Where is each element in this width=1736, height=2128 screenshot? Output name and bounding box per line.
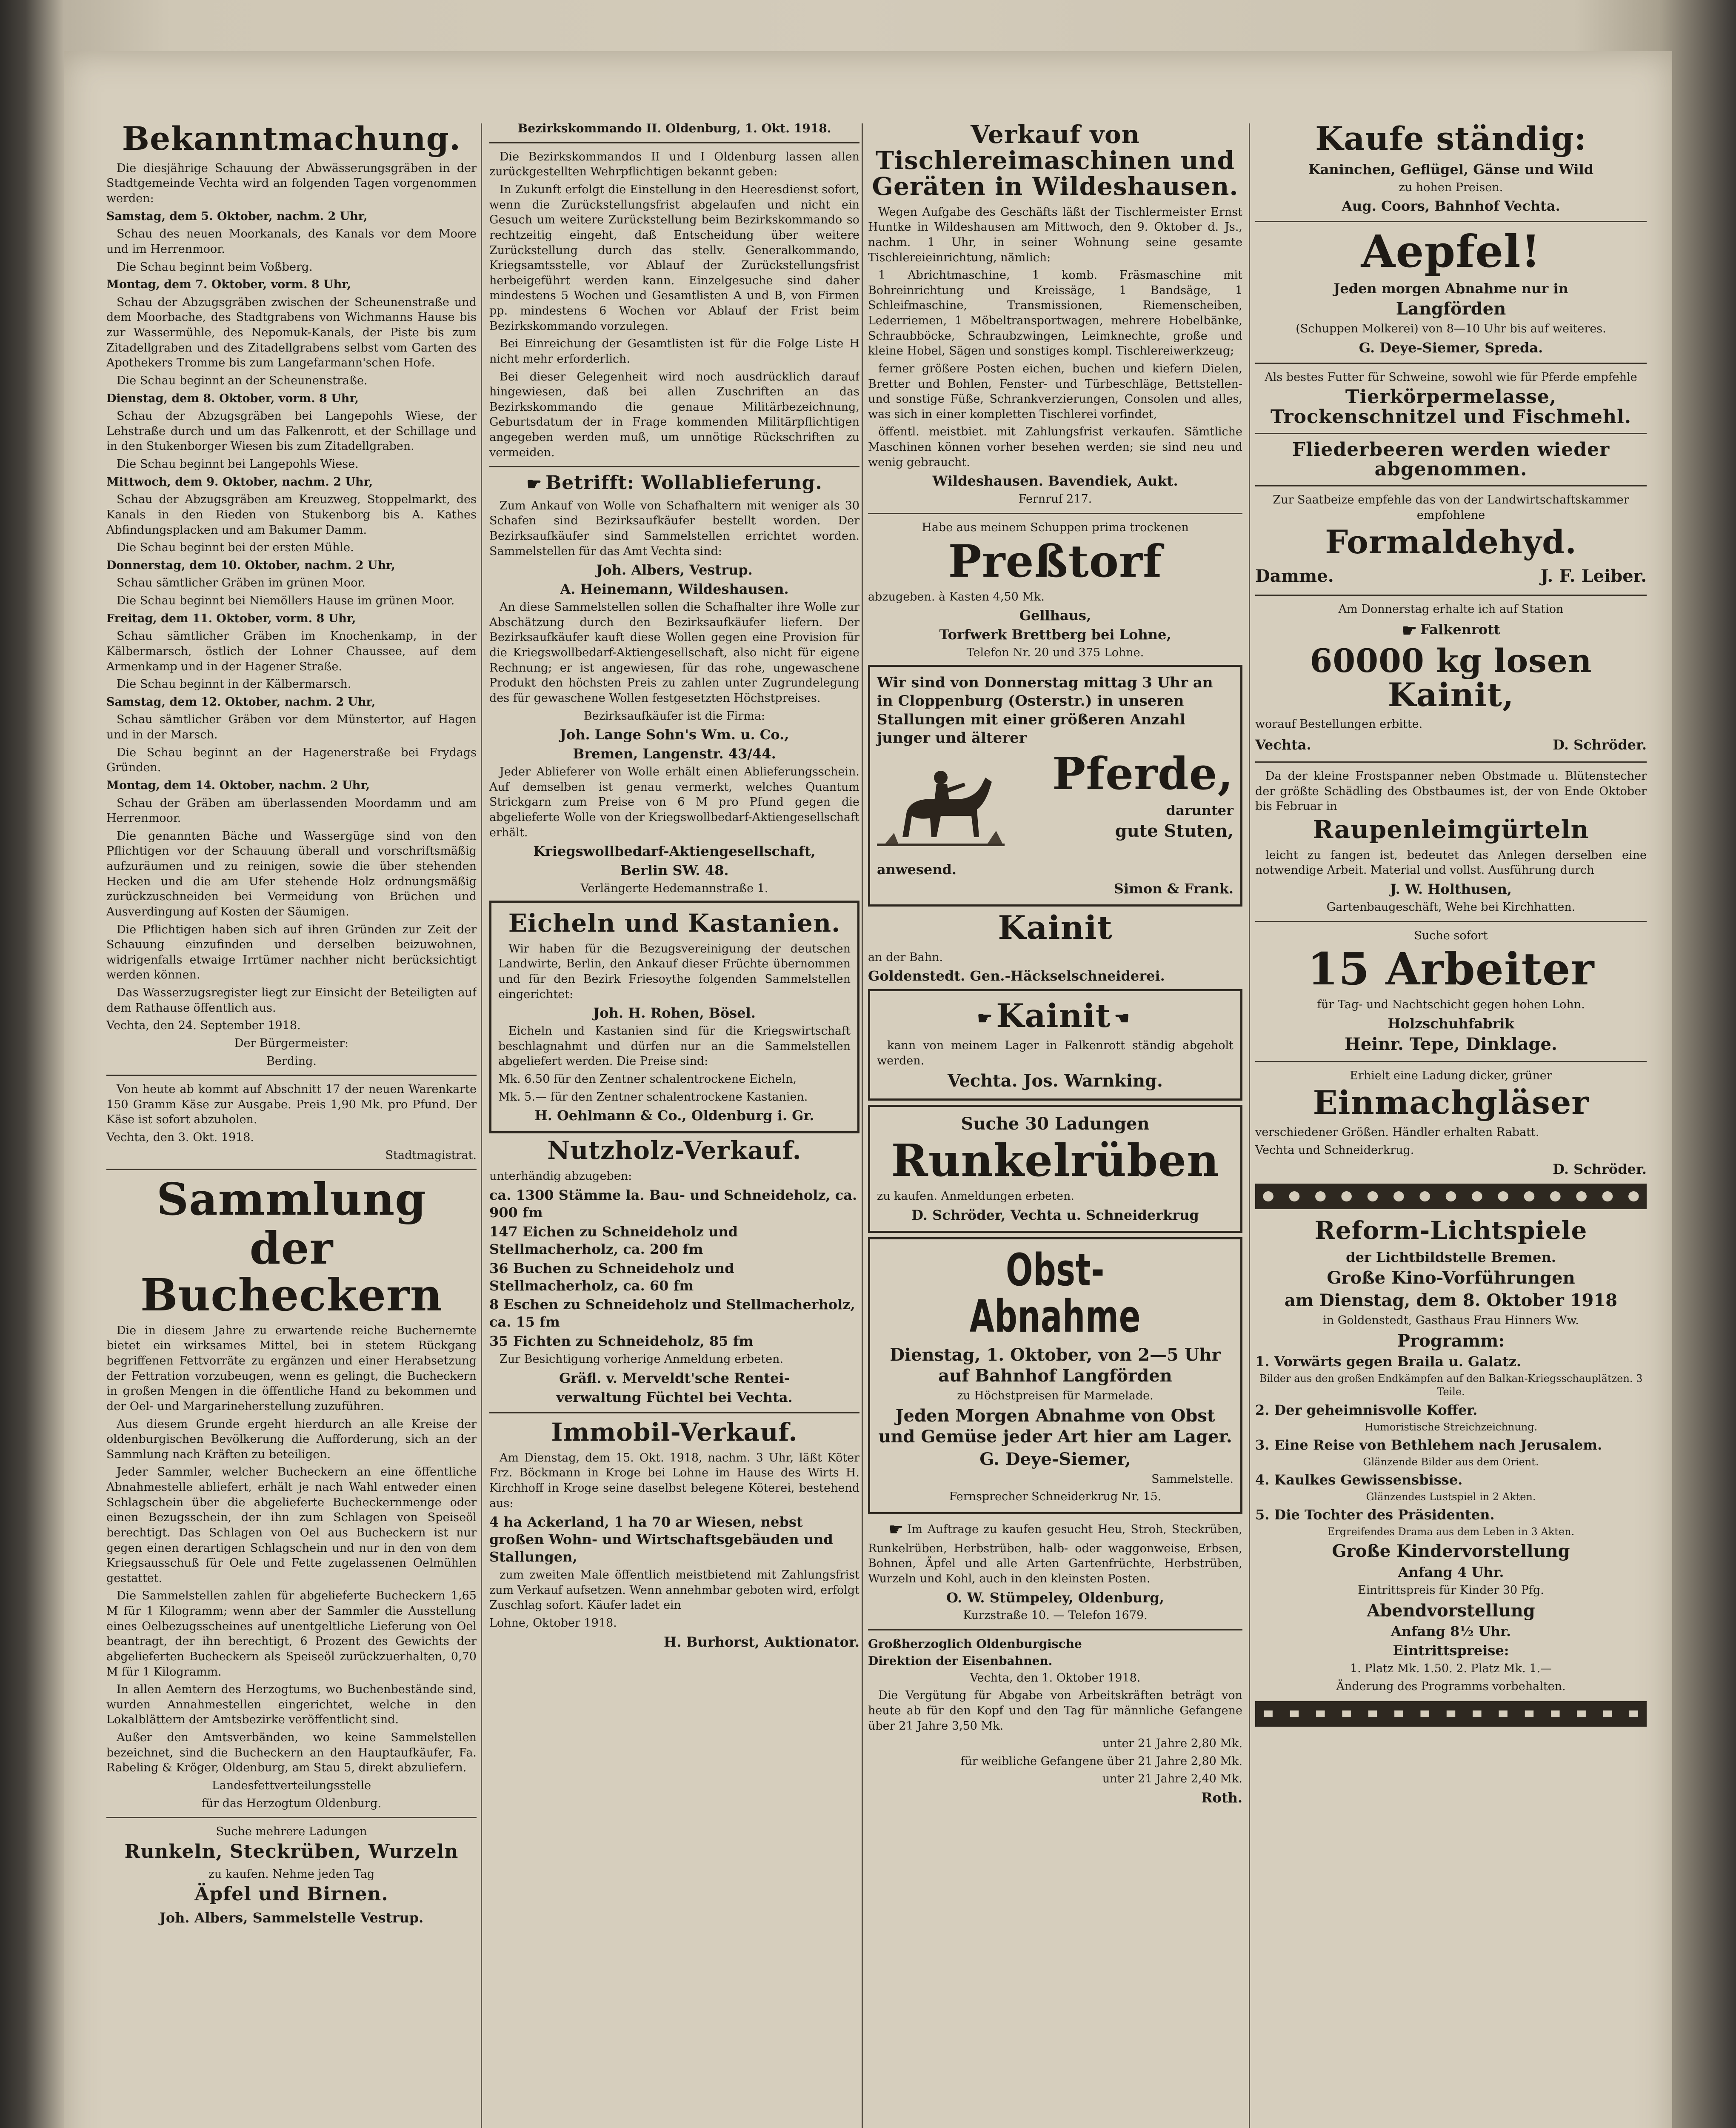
schedule-start: Die Schau beginnt bei Langepohls Wiese. [117,458,359,471]
program-item: 2. Der geheimnisvolle Koffer. [1255,1402,1478,1418]
arbeiter-signature: Holzschuhfabrik [1388,1015,1514,1032]
direktion-rate: für weibliche Gefangene über 21 Jahre 2,80 Mk. [960,1754,1242,1768]
sammlung-signature: Landesfettverteilungsstelle [211,1779,371,1792]
immobil-paragraph: Am Dienstag, dem 15. Okt. 1918, nachm. 3 Uhr, läßt Köter Frz. Böckmann in Kroge bei Lohne im Hause des Wirts H. Kirchhoff in Kroge seine daselbst belegene Köterei, bestehend aus: [489,1451,859,1510]
lichtspiele-heading: Große Kino-Vorführungen [1327,1268,1575,1288]
divider [106,1169,477,1170]
column-rule [481,123,482,2128]
lichtspiele-line: Eintrittspreis für Kinder 30 Pfg. [1358,1583,1544,1597]
notice-paragraph: Die Pflichtigen haben sich auf ihren Gründen zur Zeit der Schauung einzufinden und derselben beizuwohnen, widrigenfalls etwaige Irrtümer nachher nicht berücksichtigt werden können. [106,923,477,982]
kaufe-signature: Aug. Coors, Bahnhof Vechta. [1342,198,1560,215]
runkelrueben-signature: D. Schröder, Vechta u. Schneiderkrug [911,1207,1199,1223]
raupen-paragraph: leicht zu fangen ist, bedeutet das Anlegen derselben eine notwendige Arbeit. Material und vollst. Ausführung durch [1255,848,1647,877]
ornamental-border [1255,1184,1647,1209]
divider [1255,761,1647,763]
wolle-signature: Berlin SW. 48. [620,862,729,879]
schedule-date: Mittwoch, dem 9. Oktober, nachm. 2 Uhr, [106,475,373,489]
arbeiter-line: für Tag- und Nachtschicht gegen hohen Lohn. [1317,998,1585,1012]
pointing-hand-icon: ☚ [1114,1008,1130,1029]
pferde-paragraph: darunter [1166,802,1233,819]
raupen-signature: Gartenbaugeschäft, Wehe bei Kirchhatten. [1326,901,1576,914]
albers-ad-heading: Runkeln, Steckrüben, Wurzeln [124,1840,459,1862]
program-item-desc: Glänzende Bilder aus dem Orient. [1363,1456,1539,1468]
obst-signature: Sammelstelle. [1151,1472,1233,1486]
stuempeley-signature: O. W. Stümpeley, Oldenburg, [946,1589,1164,1606]
sammlung-paragraph: Jeder Sammler, welcher Bucheckern an eine öffentliche Abnahmestelle abliefert, erhält je nach Wahl entweder einen Schlagschein über die abgelieferte Bucheckernmenge oder einen Bezugsschein, der ihn zum Schlagen von Speiseöl berechtigt. Das Schlagen von Oel aus Bucheckern ist nur gegen einen derartigen Schlagschein und nur in den von dem Kriegsausschuß für Oele und Fette zugelassenen Oelmühlen gestattet. [106,1465,477,1585]
torf-intro: Habe aus meinem Schuppen prima trockenen [922,521,1189,534]
column-4 [1255,119,1647,2128]
notice-intro: Die diesjährige Schauung der Abwässerungsgräben in der Stadtgemeinde Vechta wird an folgenden Tagen vorgenommen werden: [106,161,477,206]
divider [489,466,859,467]
eicheln-signature: H. Oehlmann & Co., Oldenburg i. Gr. [534,1107,814,1124]
wolle-paragraph: An diese Sammelstellen sollen die Schafhalter ihre Wolle zur Abschätzung durch den Bezirksaufkäufer liefern. Der Bezirksaufkäufer kauft diese Wollen gegen eine Provision für die Kriegswollbedarf-Aktiengesellschaft, also nicht für eigene Rechnung; er ist angewiesen, für das rohe, ungewaschene Produkt den höchsten Preis zu zahlen unter Zugrundelegung des für gewaschene Wollen festgesetzten Höchstpreises. [489,601,859,705]
nutzholz-signature: Gräfl. v. Merveldt'sche Rentei- [559,1370,790,1386]
wolle-paragraph: Zum Ankauf von Wolle von Schafhaltern mit weniger als 30 Schafen sind Bezirksaufkäufer bestellt worden. Der Bezirksaufkäufer sind Sammelstellen errichtet worden. Sammelstellen für das Amt Vechta sind: [489,499,859,558]
program-item: 5. Die Tochter des Präsidenten. [1255,1507,1495,1523]
nutzholz-item: 36 Buchen zu Schneideholz und Stellmacherholz, ca. 60 fm [489,1260,734,1294]
kainit-note: kann von meinem Lager in Falkenrott ständig abgeholt werden. [877,1038,1233,1067]
eicheln-price: Mk. 5.— für den Zentner schalentrockene Kastanien. [498,1090,808,1104]
immobil-signature: H. Burhorst, Auktionator. [664,1633,859,1650]
bk-paragraph: Die Bezirkskommandos II und I Oldenburg lassen allen zurückgestellten Wehrpflichtigen bekannt geben: [489,150,859,179]
schedule-start: Die Schau beginnt bei der ersten Mühle. [117,541,354,555]
nutzholz-intro: unterhändig abzugeben: [489,1170,632,1183]
kaese-notice: Von heute ab kommt auf Abschnitt 17 der neuen Warenkarte 150 Gramm Käse zur Ausgabe. Preis 1,90 Mk. pro Pfund. Der Käse ist sofort abzuholen. [106,1083,477,1127]
obst-signature: G. Deye-Siemer, [979,1449,1131,1469]
divider [489,142,859,143]
tischlerei-paragraph: 1 Abrichtmaschine, 1 komb. Fräsmaschine mit Bohreinrichtung und Kreissäge, 1 Bandsäge, 1 Schleifmaschine, Transmissionen, Riemenscheiben, Lederriemen, 1 Möbeltransportwagen, mehrere Hobelbänke, Schraubböcke, Schraubzwingen, Leimknechte, große und kleine Hobel, Sägen und sonstiges kompl. Tischlereiwerkzeug; [868,269,1242,358]
runkelrueben-ad [868,1105,1242,1233]
pointing-hand-icon: ☛ [526,474,542,494]
einmachglaeser-title: Einmachgläser [1313,1084,1589,1122]
schedule-text: Schau der Abzugsgräben bei Langepohls Wiese, der Lehstraße durch und um das Falkenrott, et der Schillage und in den Stukenborger Wiesen bis zum Zitadellgraben. [106,409,477,453]
divider [1255,1061,1647,1062]
immobil-date: Lohne, Oktober 1918. [489,1616,617,1630]
arbeiter-line: Suche sofort [1414,929,1488,942]
lichtspiele-line: Anfang 8½ Uhr. [1391,1623,1511,1640]
schedule-text: Schau der Abzugsgräben am Kreuzweg, Stoppelmarkt, des Kanals in den Rieden von Stukenborg bis A. Kathes Abfindungsplacken und am Bakumer Damm. [106,493,477,537]
kainit-signature: Vechta. Jos. Warnking. [948,1071,1163,1091]
pferde-ad [868,665,1242,907]
tischlerei-phone: Fernruf 217. [1018,492,1092,506]
sammlung-signature: für das Herzogtum Oldenburg. [201,1796,382,1810]
bk-paragraph: Bei dieser Gelegenheit wird noch ausdrücklich darauf hingewiesen, daß bei allen Zuschriften an das Bezirkskommando die genaue Militärbezeichnung, Geburtsdatum der in Frage kommenden Militärpflichtigen angegeben werden muß, um unnötige Rückschriften zu vermeiden. [489,370,859,459]
kainit-signature: D. Schröder. [1553,737,1647,753]
lichtspiele-programm: Programm: [1397,1330,1505,1351]
schedule-start: Die Schau beginnt in der Kälbermarsch. [117,678,351,691]
schedule-start: Die Schau beginnt beim Voßberg. [117,260,313,274]
eicheln-ad [489,901,859,1133]
pointing-hand-icon: ☛ [1402,620,1417,641]
schedule-date: Montag, dem 14. Oktober, nachm. 2 Uhr, [106,778,370,792]
futter-title: Tierkörpermelasse, Trockenschnitzel und Fischmehl. [1270,386,1632,428]
presstorf-title: Preßtorf [948,535,1162,587]
wolle-paragraph: Jeder Ablieferer von Wolle erhält einen Ablieferungsschein. Auf demselben ist genau vermerkt, welches Quantum Strickgarn zum Preise von 6 M pro Pfund gegen die abgelieferte Wolle von der Kriegswollbedarf-Aktiengesellschaft erhält. [489,765,859,839]
kindervorstellung-heading: Große Kindervorstellung [1332,1541,1570,1562]
torf-signature: Torfwerk Brettberg bei Lohne, [939,626,1171,643]
program-item-desc: Ergreifendes Drama aus dem Leben in 3 Akten. [1327,1526,1575,1538]
obst-line: Jeden Morgen Abnahme von Obst und Gemüse jeder Art hier am Lager. [878,1406,1232,1447]
schedule-date: Dienstag, dem 8. Oktober, vorm. 8 Uhr, [106,392,359,405]
obst-line: Dienstag, 1. Oktober, von 2—5 Uhr auf Bahnhof Langförden [890,1344,1221,1386]
immobil-title: Immobil-Verkauf. [551,1417,798,1447]
lichtspiele-line: in Goldenstedt, Gasthaus Frau Hinners Ww. [1323,1313,1579,1327]
wolle-firm: Bremen, Langenstr. 43/44. [573,746,776,762]
torf-price: abzugeben. à Kasten 4,50 Mk. [868,590,1045,604]
raupen-paragraph: Da der kleine Frostspanner neben Obstmade u. Blütenstecher der größte Schädling des Obstbaumes ist, der von Ende Oktober bis Februar in [1255,769,1647,813]
sammlung-title: der Bucheckern [140,1222,443,1321]
albers-ad-heading: Äpfel und Birnen. [194,1883,388,1905]
schedule-text: Schau sämtlicher Gräben vor dem Münstertor, auf Hagen und in der Marsch. [106,713,477,742]
program-item: 1. Vorwärts gegen Braila u. Galatz. [1255,1353,1522,1370]
formaldehyd-footer [1255,564,1647,589]
albers-ad-line: zu kaufen. Nehme jeden Tag [208,1868,375,1881]
pointing-hand-icon: ☛ [977,1008,993,1029]
eicheln-price: Mk. 6.50 für den Zentner schalentrockene Eicheln, [498,1073,797,1086]
nutzholz-item: 8 Eschen zu Schneideholz und Stellmacherholz, ca. 15 fm [489,1296,855,1330]
program-item-desc: Humoristische Streichzeichnung. [1364,1421,1538,1433]
kainit-footer [1255,735,1647,755]
kainit-station: ☛ Falkenrott [1255,620,1647,641]
wolle-signature: Kriegswollbedarf-Aktiengesellschaft, [533,843,816,860]
nutzholz-signature: verwaltung Füchtel bei Vechta. [556,1389,793,1405]
tischlerei-paragraph: Wegen Aufgabe des Geschäfts läßt der Tischlermeister Ernst Huntke in Wildeshausen am Mittwoch, den 9. Oktober d. Js., nachm. 1 Uhr, in seiner Wohnung seine gesamte Tischlereieinrichtung, nämlich: [868,205,1242,264]
fliederbeeren-title: Fliederbeeren werden wieder abgenommen. [1292,438,1610,481]
divider [868,513,1242,514]
lichtspiele-note: Änderung des Programms vorbehalten. [1336,1679,1566,1693]
wolle-signature: Verlängerte Hedemannstraße 1. [580,882,768,895]
tischlerei-title: Verkauf von Tischlereimaschinen und Geräten in Wildeshausen. [872,120,1239,201]
schedule-start: Die Schau beginnt an der Scheunenstraße. [117,374,368,387]
arbeiter-signature: Heinr. Tepe, Dinklage. [1345,1034,1557,1055]
lichtspiele-line: der Lichtbildstelle Bremen. [1346,1249,1556,1266]
notice-date: Vechta, den 24. September 1918. [106,1019,301,1033]
direktion-date: Vechta, den 1. Oktober 1918. [970,1671,1141,1685]
direktion-header: Großherzoglich Oldenburgische [868,1637,1082,1651]
wolle-collector: Joh. Albers, Vestrup. [596,562,753,578]
kainit-title: ☛ Kainit ☚ [977,997,1130,1035]
schedule-text: Schau sämtlicher Gräben im Knochenkamp, in der Kälbermarsch, östlich der Lohner Chaussee, auf dem Armenkamp und in der Hagener Straße. [106,629,477,673]
albers-ad-signature: Joh. Albers, Sammelstelle Vestrup. [159,1909,424,1926]
nutzholz-note: Zur Besichtigung vorherige Anmeldung erbeten. [500,1353,784,1366]
bekanntmachung-title: Bekanntmachung. [122,120,461,157]
stuempeley-address: Kurzstraße 10. — Telefon 1679. [963,1609,1148,1622]
nutzholz-item: 147 Eichen zu Schneideholz und Stellmacherholz, ca. 200 fm [489,1223,738,1257]
schedule-date: Samstag, dem 12. Oktober, nachm. 2 Uhr, [106,695,376,709]
kainit-signature: Goldenstedt. Gen.-Häckselschneiderei. [868,968,1165,984]
bezirkskommando-header: Bezirkskommando II. Oldenburg, 1. Okt. 1918. [517,121,831,135]
pointing-hand-icon: ☛ [888,1519,904,1539]
einmach-line: Erhielt eine Ladung dicker, grüner [1350,1069,1552,1082]
runkelrueben-line: zu kaufen. Anmeldungen erbeten. [877,1190,1074,1203]
kainit-note: worauf Bestellungen erbitte. [1255,718,1423,731]
sammlung-paragraph: In allen Aemtern des Herzogtums, wo Buchenbestände sind, wurden Annahmestellen eingerichtet, welche in den Lokalblättern der Amtsbezirke veröffentlicht sind. [106,1683,477,1727]
wolle-collector: A. Heinemann, Wildeshausen. [560,581,789,598]
abendvorstellung-heading: Abendvorstellung [1367,1600,1535,1621]
program-item-desc: Glänzendes Lustspiel in 2 Akten. [1366,1490,1536,1503]
raupen-signature: J. W. Holthusen, [1390,881,1512,898]
horse-rider-illustration [877,752,1005,858]
pferde-paragraph: anwesend. [877,861,957,878]
obst-phone: Fernsprecher Schneiderkrug Nr. 15. [949,1490,1162,1504]
lichtspiele-prices: 1. Platz Mk. 1.50. 2. Platz Mk. 1.— [1350,1662,1552,1676]
pferde-paragraph: Wir sind von Donnerstag mittag 3 Uhr an in Cloppenburg (Osterstr.) in unseren Stallungen mit einer größeren Anzahl junger und älterer [877,674,1213,747]
futter-intro: Als bestes Futter für Schweine, sowohl wie für Pferde empfehle [1265,370,1637,384]
aepfel-title: Aepfel! [1361,225,1541,278]
wolle-paragraph: Bezirksaufkäufer ist die Firma: [583,709,765,723]
stuempeley-paragraph: ☛ Im Auftrage zu kaufen gesucht Heu, Stroh, Steckrüben, Runkelrüben, Herbstrüben, halb- oder waggonweise, Erbsen, Bohnen, Äpfel und alle Arten Gartenfrüchte, Herbstrüben, Wurzeln und Kohl, auch in den kleinsten Posten. [868,1519,1242,1587]
schedule-date: Samstag, dem 5. Oktober, nachm. 2 Uhr, [106,209,368,223]
schedule-text: Schau des neuen Moorkanals, des Kanals vor dem Moore und im Herrenmoor. [106,227,477,256]
ornamental-border [1255,1701,1647,1727]
kainit-title: Kainit [998,908,1113,947]
kaufe-title: Kaufe ständig: [1315,120,1587,157]
formaldehyd-place: Damme. [1255,566,1334,586]
raupenleim-title: Raupenleimgürteln [1313,815,1589,844]
divider [489,1412,859,1413]
notice-signature: Berding. [266,1054,317,1068]
notice-paragraph: Das Wasserzugsregister liegt zur Einsicht der Beteiligten auf dem Rathause öffentlich aus. [106,986,477,1015]
sammlung-paragraph: Außer den Amtsverbänden, wo keine Sammelstellen bezeichnet, sind die Bucheckern an den Hauptaufkäufer, Fa. Rabeling & Kröger, Oldenburg, am Stau 5, direkt abzuliefern. [106,1731,477,1775]
obst-ad [868,1237,1242,1514]
lichtspiele-line: am Dienstag, dem 8. Oktober 1918 [1284,1290,1618,1311]
eicheln-title: Eicheln und Kastanien. [508,908,841,938]
column-3 [868,119,1242,2128]
direktion-signature: Roth. [1201,1790,1242,1806]
divider [868,1629,1242,1630]
schedule-text: Schau sämtlicher Gräben im grünen Moor. [117,576,365,590]
immobil-property: 4 ha Ackerland, 1 ha 70 ar Wiesen, nebst großen Wohn- und Wirtschaftsgebäuden und Stallungen, [489,1514,833,1565]
direktion-paragraph: Die Vergütung für Abgabe von Arbeitskräften beträgt von heute ab für den Kopf und den Tag für männliche Gefangene über 21 Jahre 3,50 Mk. [868,1689,1242,1733]
divider [106,1817,477,1818]
runkelrueben-line: Suche 30 Ladungen [961,1114,1150,1134]
kainit-place: Vechta. [1255,737,1311,753]
arbeiter-title: 15 Arbeiter [1307,943,1595,995]
column-1 [106,119,477,2128]
einmach-signature: D. Schröder. [1553,1161,1647,1177]
sammlung-paragraph: Die in diesem Jahre zu erwartende reiche Buchernernte bietet ein wirksames Mittel, bei in stetem Rückgang begriffenen Fettvorräte zu ergänzen und einer Herabsetzung der Fettration vorzubeugen, wenn es gelingt, die Bucheckern in großen Mengen in die öffentliche Hand zu bekommen und der Oel- und Margarineherstellung zuzuführen. [106,1324,477,1413]
divider [1255,485,1647,486]
nutzholz-item: 35 Fichten zu Schneideholz, 85 fm [489,1333,754,1350]
tischlerei-signature: Wildeshausen. Bavendiek, Aukt. [932,473,1178,489]
notice-signature: Der Bürgermeister: [234,1036,349,1050]
kaufe-line: Kaninchen, Geflügel, Gänse und Wild [1308,161,1594,177]
lichtspiele-line: Eintrittspreise: [1393,1642,1509,1659]
schedule-date: Freitag, dem 11. Oktober, vorm. 8 Uhr, [106,612,356,625]
schedule-start: Die Schau beginnt an der Hagenerstraße bei Frydags Gründen. [106,746,477,775]
column-rule [1249,123,1250,2128]
direktion-rate: unter 21 Jahre 2,40 Mk. [1102,1772,1242,1786]
divider [1255,363,1647,364]
pferde-signature: Simon & Frank. [1114,880,1233,897]
sammlung-title: Sammlung [156,1173,427,1226]
albers-ad-line: Suche mehrere Ladungen [216,1825,367,1839]
formaldehyd-signature: J. F. Leiber. [1540,566,1647,586]
divider [106,1075,477,1076]
program-item: 4. Kaulkes Gewissensbisse. [1255,1471,1463,1488]
tischlerei-paragraph: öffentl. meistbiet. mit Zahlungsfrist verkaufen. Sämtliche Maschinen können vorher besehen werden; sie sind neu und wenig gebraucht. [868,425,1242,469]
wolle-firm: Joh. Lange Sohn's Wm. u. Co., [560,726,789,743]
tischlerei-paragraph: ferner größere Posten eichen, buchen und kiefern Dielen, Bretter und Bohlen, Fenster- und Türbeschläge, Bettstellen- und sonstige Füße, Schrankverzierungen, Consolen und alles, was sich in einer kompletten Tischlerei vorfindet, [868,362,1242,421]
reform-lichtspiele-title: Reform-Lichtspiele [1314,1216,1588,1245]
obst-line: zu Höchstpreisen für Marmelade. [957,1389,1154,1402]
lichtspiele-line: Anfang 4 Uhr. [1398,1564,1504,1580]
column-2 [489,119,859,2128]
aepfel-line: Jeden morgen Abnahme nur in [1333,280,1568,297]
kainit-intro: Am Donnerstag erhalte ich auf Station [1338,603,1564,616]
bk-paragraph: In Zukunft erfolgt die Einstellung in den Heeresdienst sofort, wenn die Zurückstellungsfrist abgelaufen und nicht ein Gesuch um weitere Zurückstellung beim Bezirkskommando so rechtzeitig eingeht, daß Entscheidung über weitere Zurückstellung durch das stellv. Generalkommando, Kriegsamtsstelle, vor Ablauf der Zurückstellungsfrist herbeigeführt werden kann. Einzelgesuche sind daher mindestens 5 Wochen und Gesamtlisten A und B, von Firmen pp. mindestens 6 Wochen vor Ablauf der Frist beim Bezirkskommando vorzulegen. [489,183,859,333]
schedule-start: Die Schau beginnt bei Niemöllers Hause im grünen Moor. [117,594,455,608]
aepfel-place: Langförden [1396,299,1506,319]
wolle-title: ☛ Betrifft: Wollablieferung. [526,472,822,494]
aepfel-line: (Schuppen Molkerei) von 8—10 Uhr bis auf weiteres. [1296,322,1606,336]
aepfel-signature: G. Deye-Siemer, Spreda. [1359,339,1543,356]
kaese-signature: Stadtmagistrat. [385,1148,477,1162]
divider [1255,433,1647,434]
divider [1255,595,1647,596]
runkelrueben-title: Runkelrüben [891,1134,1219,1187]
eicheln-collector: Joh. H. Rohen, Bösel. [593,1005,756,1021]
kaufe-line: zu hohen Preisen. [1399,180,1503,194]
formaldehyd-intro: Zur Saatbeize empfehle das von der Landwirtschaftskammer empfohlene [1273,493,1629,522]
program-item: 3. Eine Reise von Bethlehem nach Jerusalem. [1255,1436,1602,1453]
divider [1255,921,1647,922]
sammlung-paragraph: Die Sammelstellen zahlen für abgelieferte Bucheckern 1,65 M für 1 Kilogramm; wenn aber der Sammler die Ausstellung eines Oelbezugsscheines auf unentgeltliche Lieferung von Oel beantragt, der ihn berechtigt, 6 Prozent des Gewichts der abgelieferten Bucheckern als Speiseöl zurückzuerhalten, 0,70 M für 1 Kilogramm. [106,1589,477,1679]
nutzholz-title: Nutzholz-Verkauf. [547,1136,802,1165]
program-item-desc: Bilder aus den großen Endkämpfen auf den Balkan-Kriegsschauplätzen. 3 Teile. [1259,1373,1643,1398]
obst-abnahme-title: Obst-Abnahme [969,1244,1141,1342]
eicheln-paragraph: Wir haben für die Bezugsvereinigung der deutschen Landwirte, Berlin, den Ankauf dieser Früchte übernommen und für den Bezirk Friesoythe folgenden Sammelstellen eingerichtet: [498,942,851,1001]
bk-paragraph: Bei Einreichung der Gesamtlisten ist für die Folge Liste H nicht mehr erforderlich. [489,337,859,366]
column-rule [862,123,863,2128]
direktion-header: Direktion der Eisenbahnen. [868,1653,1053,1668]
pferde-title: Pferde, [1052,747,1233,800]
torf-signature: Gellhaus, [1019,607,1091,624]
sammlung-paragraph: Aus diesem Grunde ergeht hierdurch an alle Kreise der oldenburgischen Bevölkerung die Aufforderung, sich an der Sammlung nach Kräften zu beteiligen. [106,1417,477,1461]
kainit-60000-title: 60000 kg losen Kainit, [1310,641,1592,714]
torf-phone: Telefon Nr. 20 und 375 Lohne. [966,646,1144,660]
notice-paragraph: Die genannten Bäche und Wassergüge sind von den Pflichtigen vor der Schauung überall und vorschriftsmäßig aufzuräumen und zu reinigen, sowie die über stehenden Hecken und die am Ufer stehende Holz ordnungsmäßig zurückzuschneiden bei Vermeidung von Brüchen und Ausverdingung auf Kosten der Säumigen. [106,829,477,918]
schedule-date: Donnerstag, dem 10. Oktober, nachm. 2 Uhr, [106,558,395,572]
schedule-text: Schau der Abzugsgräben zwischen der Scheunenstraße und dem Moorbache, des Stadtgrabens von Wichmanns Hause bis zur Wassermühle, des Nepomuk-Kanals, der Piste bis zum Zitadellgraben und des Zitadellgrabens selbst vom Garten des Apothekers Tromme bis zum Langefarmann'schen Hofe. [106,295,477,370]
kaese-date: Vechta, den 3. Okt. 1918. [106,1131,254,1144]
divider [1255,221,1647,222]
immobil-paragraph: zum zweiten Male öffentlich meistbietend mit Zahlungsfrist zum Verkauf aufsetzen. Wenn annehmbar geboten wird, erfolgt Zuschlag sofort. Käufer ladet ein [489,1568,859,1612]
schedule-text: Schau der Gräben am überlassenden Moordamm und am Herrenmoor. [106,796,477,825]
kainit-note: an der Bahn. [868,950,943,964]
formaldehyd-title: Formaldehyd. [1325,523,1577,561]
schedule-date: Montag, dem 7. Oktober, vorm. 8 Uhr, [106,278,351,292]
einmach-line: Vechta und Schneiderkrug. [1255,1143,1414,1157]
kainit-ad-2 [868,989,1242,1101]
direktion-rate: unter 21 Jahre 2,80 Mk. [1102,1737,1242,1750]
einmach-line: verschiedener Größen. Händler erhalten Rabatt. [1255,1126,1539,1139]
eicheln-paragraph: Eicheln und Kastanien sind für die Kriegswirtschaft beschlagnahmt und dürfen nur an die Sammelstellen abgeliefert werden. Die Preise sind: [498,1024,851,1068]
pferde-stuten: gute Stuten, [1115,821,1233,841]
nutzholz-item: ca. 1300 Stämme la. Bau- und Schneideholz, ca. 900 fm [489,1187,857,1221]
